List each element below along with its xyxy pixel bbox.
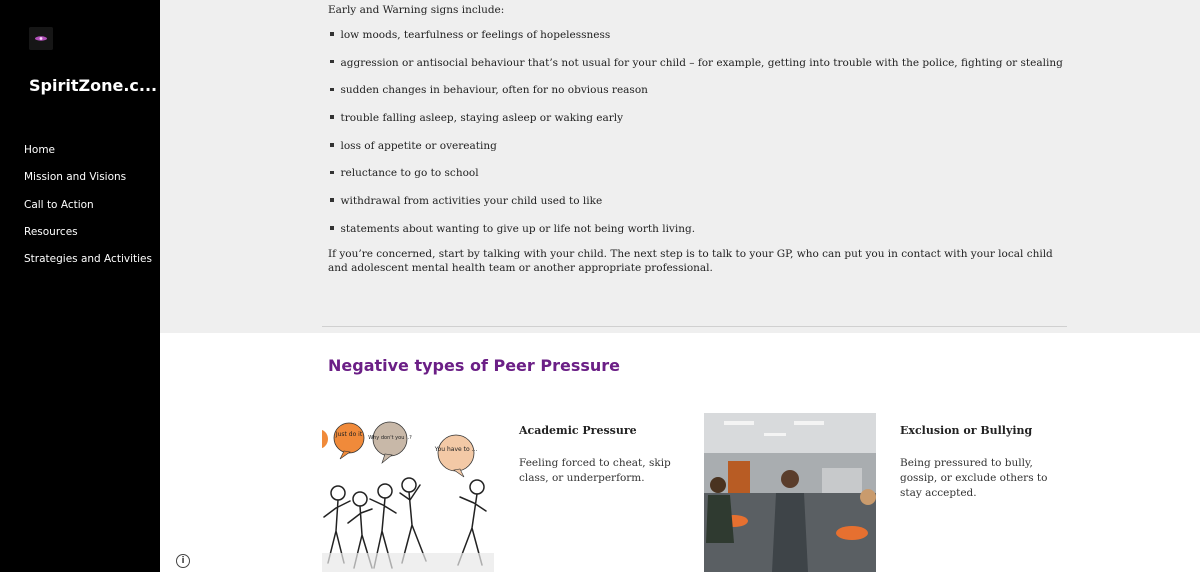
list-item: loss of appetite or overeating — [330, 140, 1063, 168]
card-text-exclusion-or-bullying: Being pressured to bully, gossip, or exclude others to stay accepted. — [900, 457, 1048, 499]
section-divider — [322, 326, 1067, 327]
bubble-text: Just do it — [335, 431, 363, 438]
peer-pressure-heading: Negative types of Peer Pressure — [328, 356, 621, 375]
list-item: withdrawal from activities your child used to like — [330, 195, 1063, 223]
warning-signs-intro: Early and Warning signs include: — [328, 4, 505, 16]
card-title-exclusion-or-bullying: Exclusion or Bullying — [900, 424, 1033, 437]
classroom-photo — [704, 413, 876, 572]
list-item: aggression or antisocial behaviour that’s not usual for your child – for example, getting into trouble with the police, fighting or stealing — [330, 57, 1063, 85]
site-title[interactable]: SpiritZone.c... — [29, 76, 158, 95]
list-item: statements about wanting to give up or life not being worth living. — [330, 223, 1063, 251]
peer-pressure-illustration — [322, 413, 494, 572]
nav-item-resources[interactable]: Resources — [24, 225, 78, 238]
card-title-academic-pressure: Academic Pressure — [519, 424, 637, 437]
list-item: low moods, tearfulness or feelings of hopelessness — [330, 29, 1063, 57]
logo-icon[interactable] — [29, 27, 53, 50]
warning-signs-list — [330, 29, 1063, 251]
concern-paragraph: If you’re concerned, start by talking with your child. The next step is to talk to your GP, who can put you in contact with your local child and adolescent mental health team or another appropriate professional. — [328, 248, 1053, 274]
bubble-text: You have to ... — [434, 446, 478, 453]
info-icon[interactable]: i — [176, 554, 190, 568]
list-item: reluctance to go to school — [330, 167, 1063, 195]
list-item: sudden changes in behaviour, often for no obvious reason — [330, 84, 1063, 112]
nav-item-home[interactable]: Home — [24, 144, 56, 156]
nav-item-strategies-and-activities[interactable]: Strategies and Activities — [24, 253, 152, 266]
list-item: trouble falling asleep, staying asleep or waking early — [330, 112, 1063, 140]
bubble-text: Why don't you ..? — [368, 435, 412, 441]
sidebar-nav — [24, 143, 152, 279]
nav-item-call-to-action[interactable]: Call to Action — [24, 198, 94, 211]
sidebar — [0, 0, 160, 572]
card-text-academic-pressure: Feeling forced to cheat, skip class, or underperform. — [519, 457, 671, 484]
nav-item-mission-and-visions[interactable]: Mission and Visions — [24, 171, 127, 184]
